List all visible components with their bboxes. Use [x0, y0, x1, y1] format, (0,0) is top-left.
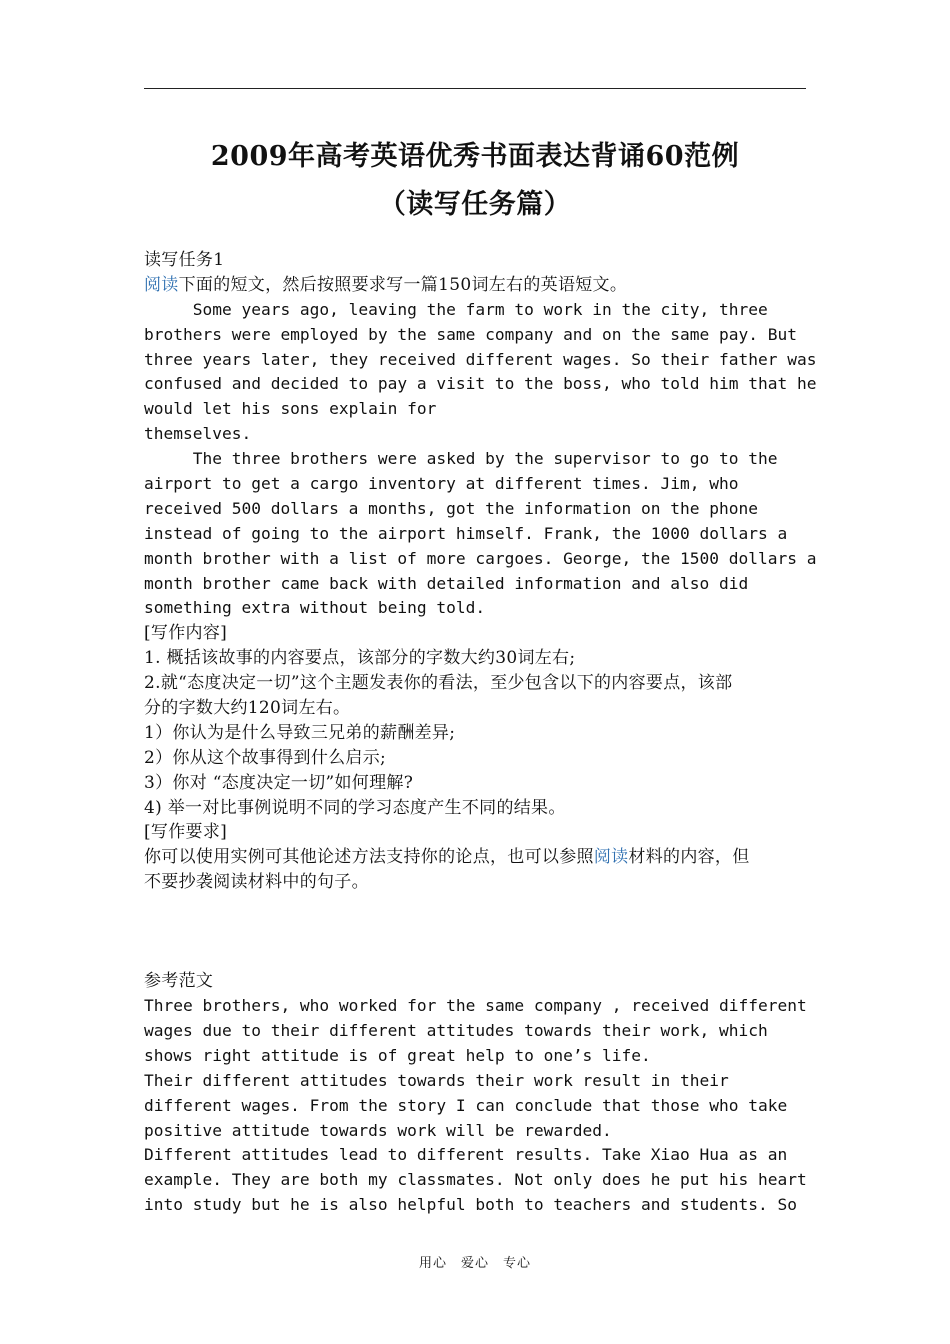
passage-line: month brother came back with detailed information and also did: [144, 573, 749, 593]
blank-space: [144, 895, 809, 969]
sample-essay: [144, 994, 809, 1218]
sample-line: into study but he is also helpful both to teachers and students. So: [144, 1195, 797, 1215]
passage-line: brothers were employed by the same company and on the same pay. But: [144, 324, 797, 344]
content-point: 2）你从这个故事得到什么启示;: [144, 747, 387, 768]
passage-line: month brother with a list of more cargoes. George, the 1500 dollars a: [144, 548, 817, 568]
passage-line: received 500 dollars a months, got the information on the phone: [144, 498, 758, 518]
sample-line: wages due to their different attitudes towards their work, which: [144, 1020, 768, 1040]
reading-link[interactable]: 阅读: [144, 274, 179, 295]
requirement-text: 材料的内容，但: [628, 847, 750, 868]
header-rule: [144, 88, 806, 89]
sample-line: different wages. From the story I can conclude that those who take: [144, 1095, 788, 1115]
requirement-line: [144, 845, 809, 870]
sample-line: example. They are both my classmates. Not only does he put his heart: [144, 1170, 807, 1190]
sample-line: Their different attitudes towards their work result in their: [144, 1070, 729, 1090]
content-point: 1. 概括该故事的内容要点，该部分的字数大约30词左右;: [144, 648, 576, 669]
passage-line: three years later, they received different wages. So their father was: [144, 349, 817, 369]
document-body: [144, 248, 817, 1218]
reading-link[interactable]: 阅读: [593, 847, 629, 868]
task-heading: 读写任务1: [144, 250, 225, 270]
content-point: 分的字数大约120词左右。: [144, 698, 351, 719]
passage-line: would let his sons explain for: [144, 399, 437, 419]
passage-line: The three brothers were asked by the supervisor to go to the: [144, 449, 778, 469]
content-heading: [写作内容]: [144, 623, 228, 644]
content-point: 4) 举一对比事例说明不同的学习态度产生不同的结果。: [144, 797, 566, 818]
page-subtitle: （读写任务篇）: [378, 189, 572, 220]
passage-line: Some years ago, leaving the farm to work in the city, three: [144, 299, 768, 319]
task-instruction: [144, 273, 809, 298]
passage-line: instead of going to the airport himself. Frank, the 1000 dollars a: [144, 523, 788, 543]
passage-line: confused and decided to pay a visit to the boss, who told him that he: [144, 374, 817, 394]
content-points: [144, 646, 809, 820]
passage-line: something extra without being told.: [144, 598, 486, 618]
content-point: 2.就“态度决定一切”这个主题发表你的看法，至少包含以下的内容要点，该部: [144, 673, 733, 694]
sample-line: shows right attitude is of great help to one’s life.: [144, 1045, 651, 1065]
requirement-heading: [写作要求]: [144, 822, 228, 843]
passage-line: airport to get a cargo inventory at different times. Jim, who: [144, 474, 739, 494]
sample-heading: 参考范文: [144, 971, 214, 992]
passage: [144, 298, 817, 622]
sample-line: positive attitude towards work will be rewarded.: [144, 1120, 612, 1140]
requirement-text: 你可以使用实例可其他论述方法支持你的论点，也可以参照: [144, 847, 594, 868]
content-point: 3）你对 “态度决定一切”如何理解?: [144, 772, 414, 793]
sample-line: Three brothers, who worked for the same company , received different: [144, 996, 807, 1016]
page-title: 2009年高考英语优秀书面表达背诵60范例: [210, 141, 740, 172]
requirement-line: 不要抄袭阅读材料中的句子。: [144, 872, 369, 893]
sample-line: Different attitudes lead to different results. Take Xiao Hua as an: [144, 1145, 788, 1165]
instruction-text: 下面的短文，然后按照要求写一篇150词左右的英语短文。: [178, 274, 628, 295]
page-footer: 用心 爱心 专心: [418, 1256, 531, 1271]
passage-line: themselves.: [144, 424, 252, 444]
content-point: 1）你认为是什么导致三兄弟的薪酬差异;: [144, 722, 456, 743]
